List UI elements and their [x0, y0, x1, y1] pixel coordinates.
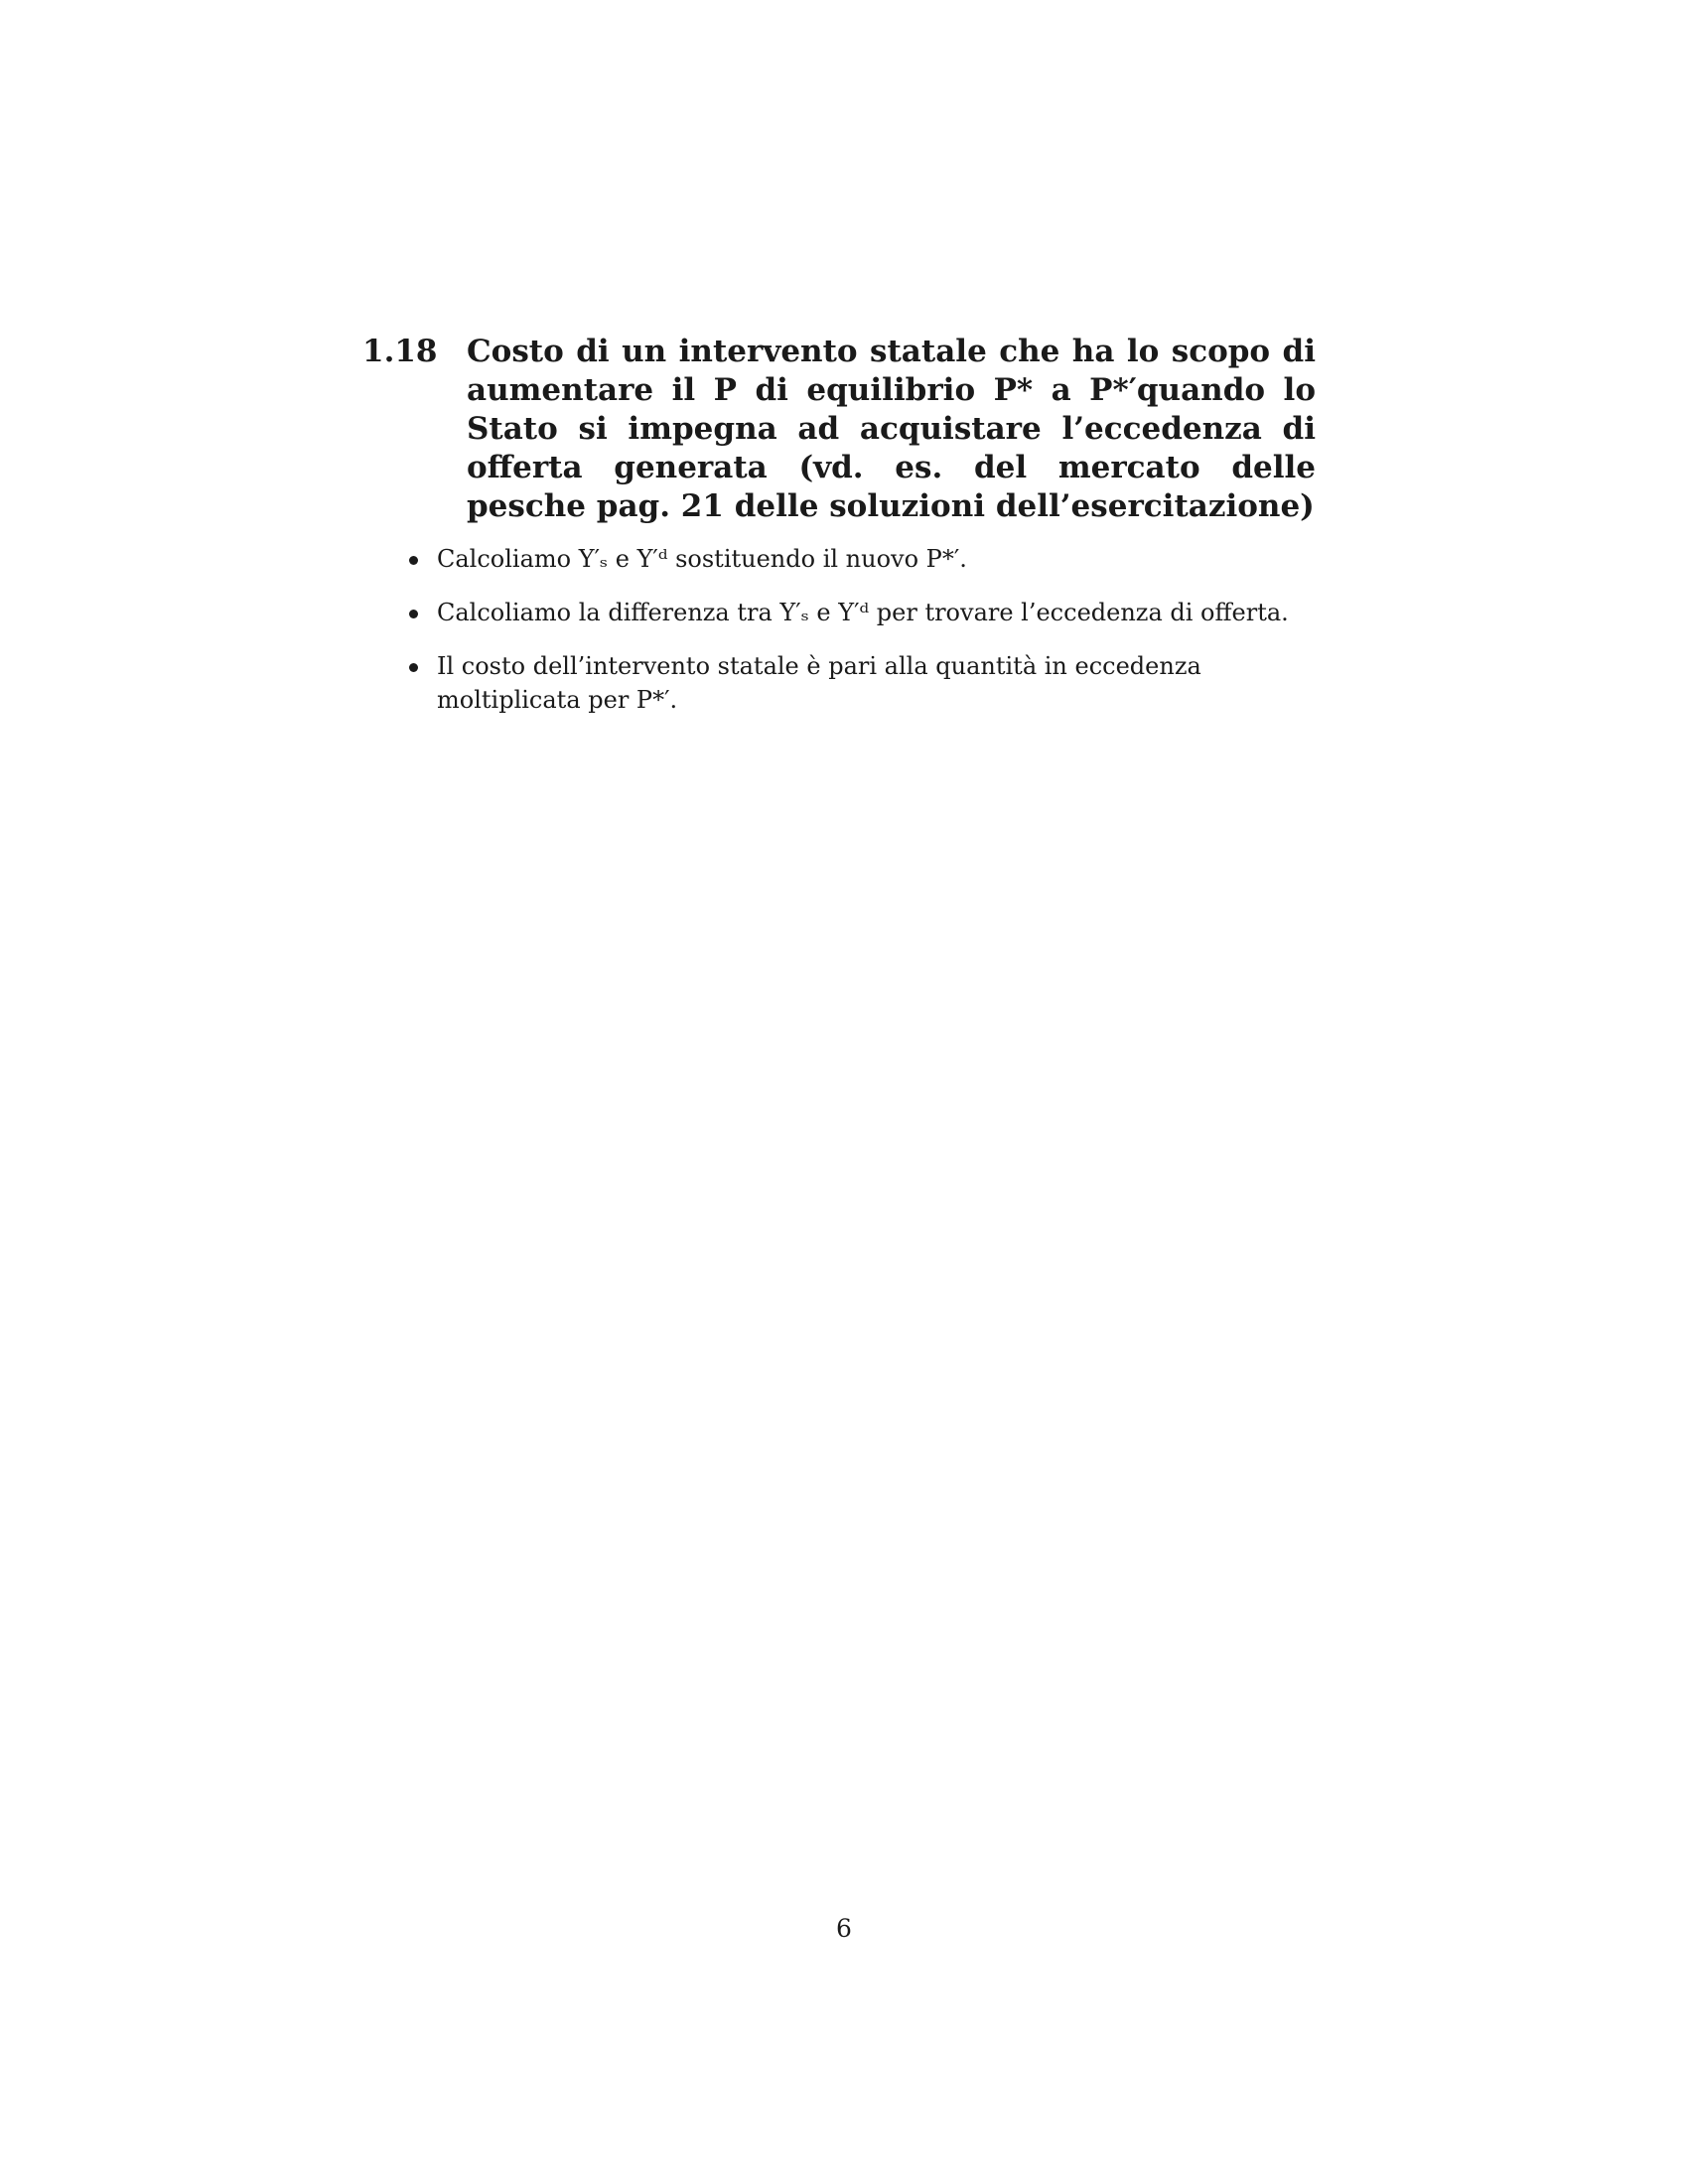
step-text: Calcoliamo la differenza tra Y′ₛ e Y′ᵈ per trovare l’eccedenza di offerta. [437, 599, 1289, 626]
page-number: 6 [836, 1914, 852, 1943]
list-item [362, 596, 1316, 629]
step-text: Il costo dell’intervento statale è pari alla quantità in eccedenza moltiplicata per P*′. [437, 652, 1201, 714]
section-1-18 [362, 333, 1316, 737]
bullet-icon [409, 663, 418, 672]
bullet-icon [409, 610, 418, 618]
section-title: Costo di un intervento statale che ha lo scopo di aumentare il P di equilibrio P* a P*′quando lo Stato si impegna ad acquistare l’eccedenza di offerta generata (vd. es. del mercato delle pesche pag. 21 delle soluzioni dell’esercitazione) [467, 334, 1316, 524]
bullet-icon [409, 556, 418, 565]
step-text: Calcoliamo Y′ₛ e Y′ᵈ sostituendo il nuovo P*′. [437, 545, 967, 573]
section-number: 1.18 [362, 334, 438, 369]
list-item [362, 649, 1316, 717]
steps-list [362, 542, 1316, 717]
list-item [362, 542, 1316, 576]
section-heading [362, 333, 1316, 526]
